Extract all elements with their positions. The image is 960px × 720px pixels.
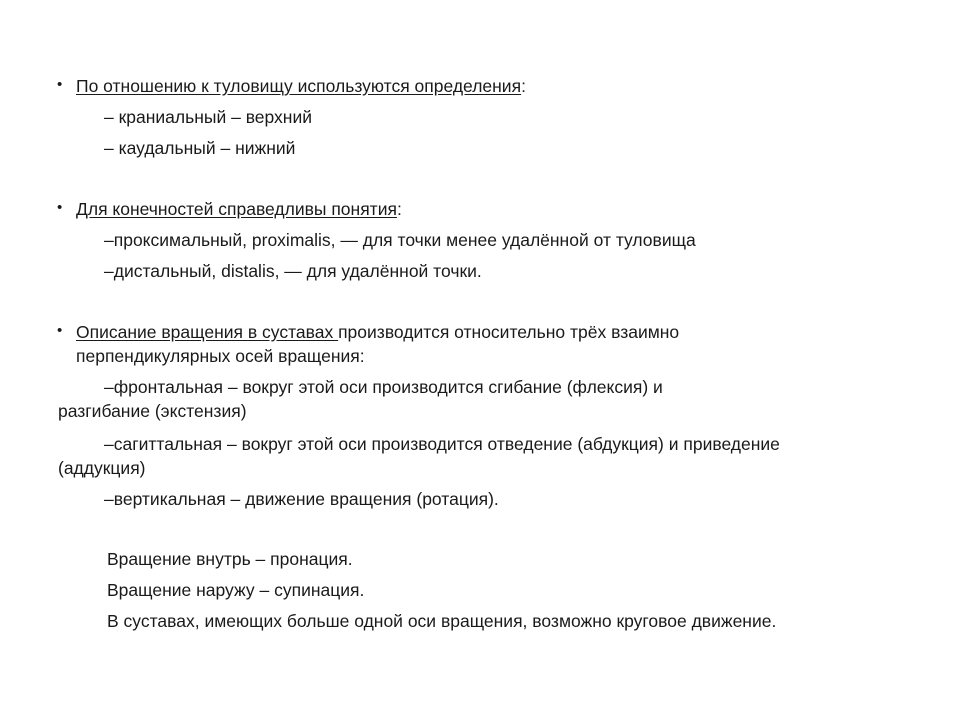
bullet-1: •: [57, 76, 63, 93]
section3-item-2-line1: –сагиттальная – вокруг этой оси производится отведение (абдукция) и приведение: [104, 434, 780, 454]
section2-heading: Для конечностей справедливы понятия: [76, 199, 397, 219]
section2-item-1: –проксимальный, proximalis, — для точки менее удалённой от туловища: [104, 230, 696, 250]
section2-heading-suffix: :: [396, 199, 402, 219]
note-3: В суставах, имеющих больше одной оси вращения, возможно круговое движение.: [107, 611, 777, 631]
section1-heading-suffix: :: [521, 76, 526, 96]
section3-item-3-line1: –вертикальная – движение вращения (ротация).: [104, 489, 499, 509]
section3-item-1-line2: разгибание (экстензия): [58, 401, 247, 421]
section2-heading-line: [76, 198, 402, 220]
note-1: Вращение внутрь – пронация.: [107, 549, 353, 569]
bullet-3: •: [57, 322, 63, 339]
section3-item-1-line1: –фронтальная – вокруг этой оси производится сгибание (флексия) и: [104, 377, 663, 397]
section3-heading: Описание вращения в суставах: [76, 322, 339, 342]
section1-item-2: – каудальный – нижний: [104, 138, 296, 158]
section3-heading-line2: перпендикулярных осей вращения:: [76, 346, 365, 366]
bullet-2: •: [57, 199, 63, 216]
note-2: Вращение наружу – супинация.: [107, 580, 365, 600]
section3-item-2-line2: (аддукция): [58, 458, 146, 478]
section3-heading-rest: производится относительно трёх взаимно: [338, 322, 680, 342]
section3-heading-line: [76, 321, 679, 343]
section1-item-1: – краниальный – верхний: [104, 107, 313, 127]
section2-item-2: –дистальный, distalis, — для удалённой точки.: [104, 261, 482, 281]
section1-heading-line: [76, 75, 526, 97]
section1-heading: По отношению к туловищу используются определения: [76, 76, 522, 96]
